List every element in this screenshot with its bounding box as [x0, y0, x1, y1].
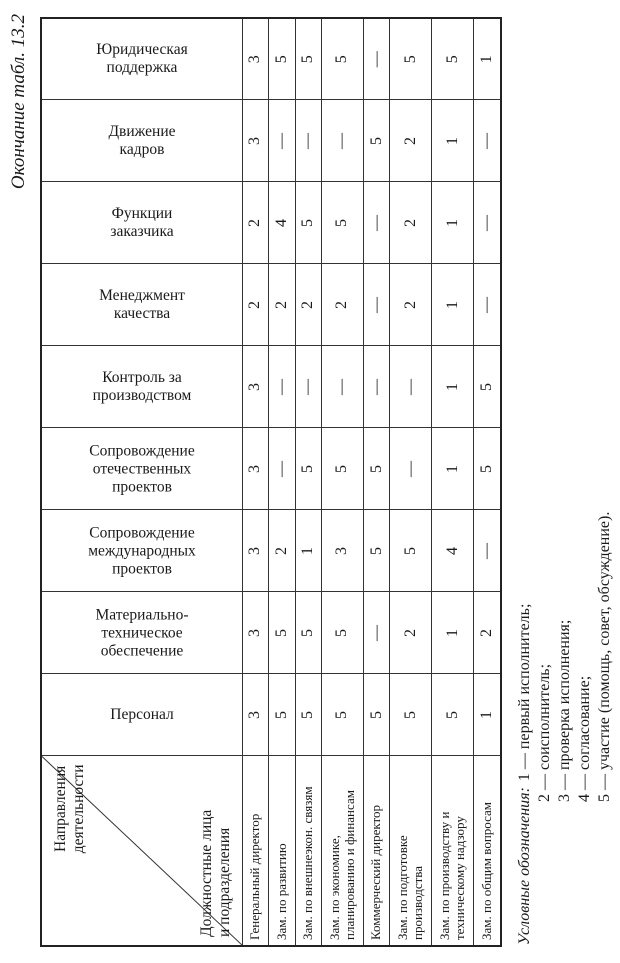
- legend-first-row: [515, 512, 535, 945]
- row-label: Зам. по внешнеэкон. связям: [295, 756, 321, 946]
- column-header: [41, 346, 243, 428]
- matrix-cell: 4: [269, 182, 295, 264]
- matrix-cell: —: [474, 510, 501, 592]
- matrix-cell: 2: [390, 100, 432, 182]
- matrix-cell: 1: [295, 510, 321, 592]
- column-header-label: Движение кадров: [108, 123, 176, 158]
- table-row: [474, 18, 501, 946]
- matrix-cell: —: [390, 346, 432, 428]
- matrix-cell: 5: [295, 18, 321, 100]
- column-header: [41, 592, 243, 674]
- corner-activity-label: Направления деятельности: [52, 764, 87, 854]
- matrix-cell: 2: [390, 264, 432, 346]
- matrix-cell: —: [269, 428, 295, 510]
- column-header-box: [42, 183, 242, 264]
- matrix-cell: 3: [243, 428, 269, 510]
- matrix-cell: 1: [432, 428, 474, 510]
- legend-item: 5 — участие (помощь, совет, обсуждение).: [596, 511, 613, 802]
- column-header-label: Материально- техническое обеспечение: [95, 606, 189, 659]
- matrix-cell: 2: [243, 182, 269, 264]
- matrix-cell: —: [322, 346, 364, 428]
- row-label: Зам. по экономике, планированию и финансам: [322, 756, 364, 946]
- column-header-label: Функции заказчика: [110, 205, 174, 240]
- column-header-label: Контроль за производством: [92, 369, 192, 404]
- column-header: [41, 264, 243, 346]
- matrix-cell: 3: [243, 346, 269, 428]
- matrix-cell: 5: [295, 674, 321, 756]
- matrix-cell: —: [269, 100, 295, 182]
- matrix-cell: —: [364, 18, 390, 100]
- matrix-cell: 5: [322, 674, 364, 756]
- table-row: [390, 18, 432, 946]
- matrix-cell: 3: [243, 674, 269, 756]
- matrix-cell: 1: [432, 182, 474, 264]
- matrix-cell: —: [295, 100, 321, 182]
- column-header-box: [42, 593, 242, 674]
- matrix-cell: 5: [295, 182, 321, 264]
- matrix-cell: 5: [390, 674, 432, 756]
- matrix-cell: 1: [432, 592, 474, 674]
- legend-item: 4 — согласование;: [576, 675, 593, 802]
- matrix-cell: 1: [432, 346, 474, 428]
- matrix-cell: 2: [390, 182, 432, 264]
- column-header: [41, 100, 243, 182]
- matrix-cell: 3: [243, 510, 269, 592]
- matrix-cell: 2: [322, 264, 364, 346]
- matrix-cell: 5: [269, 592, 295, 674]
- matrix-cell: 2: [269, 510, 295, 592]
- column-header-label: Юридическая поддержка: [96, 41, 188, 77]
- column-header-label: Сопровождение международных проектов: [88, 524, 196, 577]
- matrix-cell: 1: [432, 264, 474, 346]
- column-header: [41, 674, 243, 756]
- corner-officials-label: Должностные лица и подразделения: [198, 809, 234, 937]
- matrix-body: [243, 18, 502, 946]
- matrix-cell: 5: [322, 428, 364, 510]
- matrix-cell: 1: [474, 18, 501, 100]
- matrix-cell: —: [364, 592, 390, 674]
- column-header-box: [42, 101, 242, 182]
- matrix-cell: 5: [432, 674, 474, 756]
- matrix-cell: 3: [243, 18, 269, 100]
- matrix-cell: 5: [474, 428, 501, 510]
- row-label: Коммерческий директор: [364, 756, 390, 946]
- matrix-cell: 5: [322, 182, 364, 264]
- matrix-cell: 5: [364, 428, 390, 510]
- column-header-label: Сопровождение отечественных проектов: [89, 442, 195, 495]
- legend-item: 2 — соисполнитель;: [536, 663, 553, 802]
- column-header: [41, 18, 243, 100]
- legend: [515, 512, 615, 945]
- matrix-cell: 2: [474, 592, 501, 674]
- table-row: [364, 18, 390, 946]
- matrix-cell: —: [474, 264, 501, 346]
- row-label: Зам. по развитию: [269, 756, 295, 946]
- table-caption: Окончание табл. 13.2: [8, 14, 29, 190]
- matrix-cell: —: [474, 100, 501, 182]
- matrix-cell: —: [269, 346, 295, 428]
- matrix-cell: —: [364, 346, 390, 428]
- matrix-cell: —: [364, 182, 390, 264]
- legend-item: 1 — первый исполнитель;: [516, 603, 533, 782]
- matrix-cell: 3: [243, 100, 269, 182]
- column-header-label: Менеджмент качества: [99, 287, 185, 322]
- matrix-cell: 2: [295, 264, 321, 346]
- matrix-cell: 3: [243, 592, 269, 674]
- matrix-cell: 5: [364, 674, 390, 756]
- matrix-cell: 5: [322, 592, 364, 674]
- column-header-label: Персонал: [110, 706, 174, 724]
- responsibility-matrix: [40, 17, 502, 947]
- matrix-cell: 5: [269, 18, 295, 100]
- column-header: [41, 428, 243, 510]
- row-label: Зам. по производству и техническому надзору: [432, 756, 474, 946]
- table-row: [269, 18, 295, 946]
- matrix-cell: —: [364, 264, 390, 346]
- column-header-box: [42, 347, 242, 428]
- column-header: [41, 182, 243, 264]
- row-label: Зам. по общим вопросам: [474, 756, 501, 946]
- matrix-cell: 5: [364, 510, 390, 592]
- matrix-cell: 2: [390, 592, 432, 674]
- matrix-cell: 1: [432, 100, 474, 182]
- matrix-cell: 5: [322, 18, 364, 100]
- matrix-cell: 2: [269, 264, 295, 346]
- column-header-box: [42, 429, 242, 510]
- column-header-box: [42, 511, 242, 592]
- matrix-cell: —: [322, 100, 364, 182]
- column-header: [41, 510, 243, 592]
- table-row: [322, 18, 364, 946]
- matrix-cell: 5: [474, 346, 501, 428]
- row-label: Зам. по подготовке производства: [390, 756, 432, 946]
- table-row: [295, 18, 321, 946]
- matrix-cell: —: [390, 428, 432, 510]
- matrix-cell: 5: [432, 18, 474, 100]
- column-header-box: [42, 265, 242, 346]
- corner-cell: [41, 756, 243, 946]
- matrix-cell: 1: [474, 674, 501, 756]
- column-header-box: [42, 675, 242, 756]
- matrix-cell: 2: [243, 264, 269, 346]
- table-row: [243, 18, 269, 946]
- legend-title: Условные обозначения:: [516, 787, 533, 945]
- matrix-cell: 5: [269, 674, 295, 756]
- matrix-cell: 5: [295, 592, 321, 674]
- legend-item: 3 — проверка исполнения;: [556, 619, 573, 802]
- column-header-box: [42, 19, 242, 100]
- matrix-cell: 5: [390, 18, 432, 100]
- table-row: [432, 18, 474, 946]
- matrix-cell: 5: [364, 100, 390, 182]
- matrix-cell: 5: [295, 428, 321, 510]
- matrix-cell: 3: [322, 510, 364, 592]
- row-label: Генеральный директор: [243, 756, 269, 946]
- matrix-cell: 5: [390, 510, 432, 592]
- header-row: [41, 18, 243, 946]
- matrix-cell: —: [295, 346, 321, 428]
- matrix-cell: 4: [432, 510, 474, 592]
- matrix-cell: —: [474, 182, 501, 264]
